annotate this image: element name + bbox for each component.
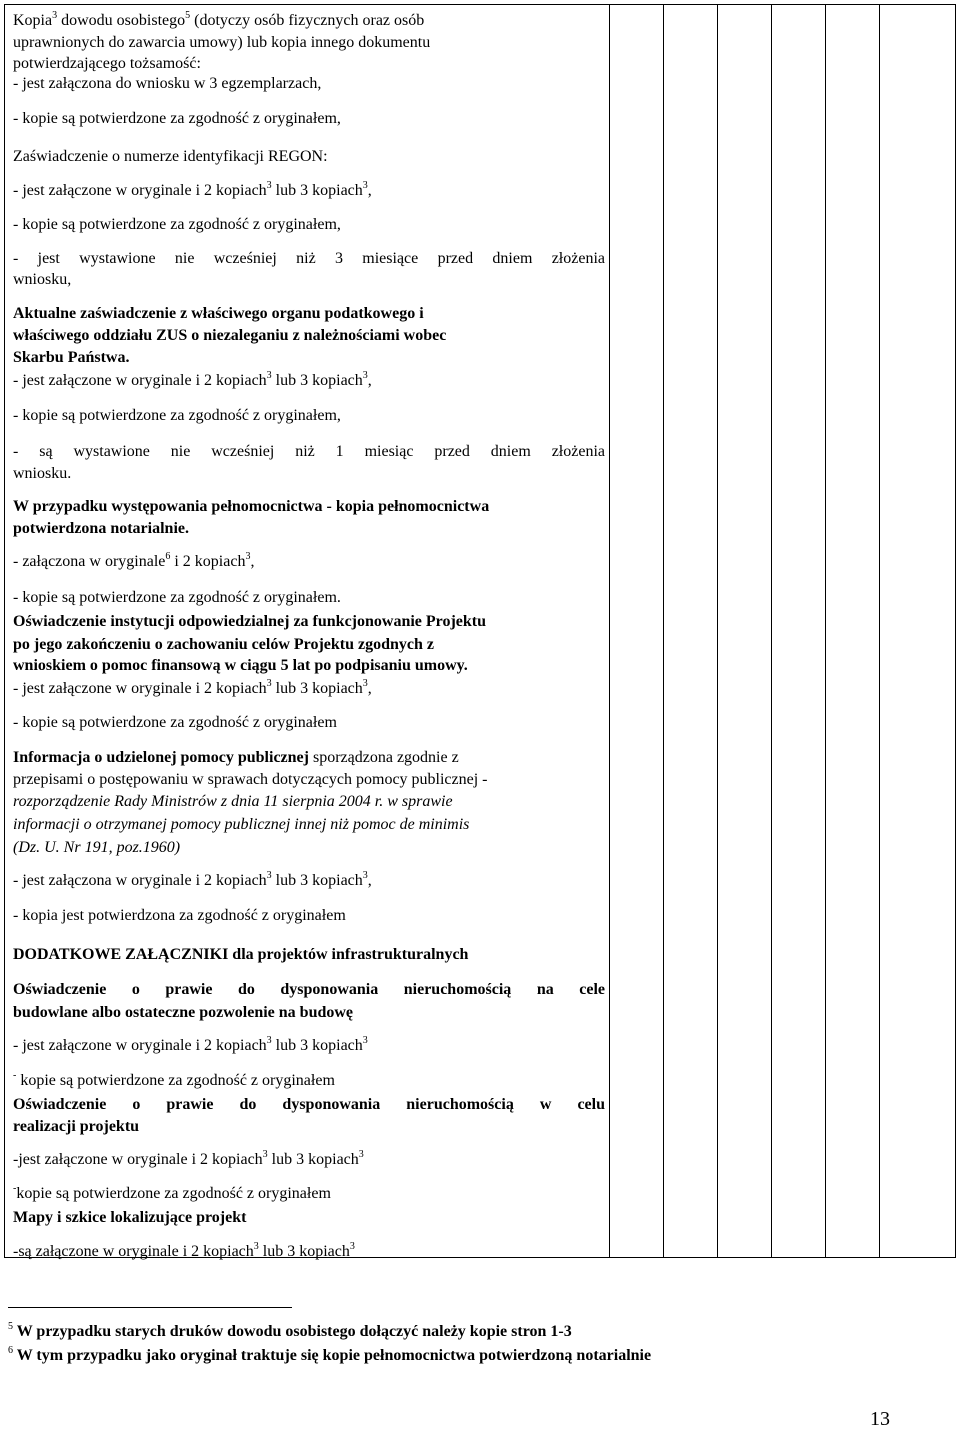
item-heading: Aktualne zaświadczenie z właściwego organu podatkowego i — [13, 305, 424, 322]
checkbox-column-3[interactable] — [717, 5, 772, 1257]
item-line: - załączona w oryginale$^6$ i 2 kopiach$^3$, — [13, 551, 255, 570]
item-heading: Oświadczenie o prawie do dysponowania nieruchomością w celu — [13, 1096, 605, 1113]
checkbox-column-1[interactable] — [609, 5, 664, 1257]
item-line: informacji o otrzymanej pomocy publicznej innej niż pomoc de minimis — [13, 816, 470, 833]
item-line: - jest załączona w oryginale i 2 kopiach$^3$ lub 3 kopiach$^3$, — [13, 870, 372, 889]
checkbox-column-4[interactable] — [771, 5, 826, 1257]
item-line: Kopia$^3$ dowodu osobistego$^5$ (dotyczy osób fizycznych oraz osób — [13, 10, 425, 29]
item-heading: potwierdzona notarialnie. — [13, 520, 189, 537]
item-line: - jest załączone w oryginale i 2 kopiach$^3$ lub 3 kopiach$^3$, — [13, 678, 372, 697]
item-line: - kopia jest potwierdzona za zgodność z oryginałem — [13, 907, 346, 924]
item-line: - kopie są potwierdzone za zgodność z oryginałem, — [13, 216, 341, 233]
item-line: wniosku. — [13, 465, 72, 482]
section-heading: DODATKOWE ZAŁĄCZNIKI dla projektów infrastrukturalnych — [13, 946, 469, 963]
item-heading: budowlane albo ostateczne pozwolenie na budowę — [13, 1004, 354, 1021]
checklist-table — [4, 4, 956, 1258]
item-line: - kopie są potwierdzone za zgodność z oryginałem, — [13, 110, 341, 127]
footnote-separator — [8, 1307, 292, 1308]
item-heading: Oświadczenie instytucji odpowiedzialnej za funkcjonowanie Projektu — [13, 613, 487, 630]
page-number: 13 — [870, 1408, 890, 1430]
item-line: Informacja o udzielonej pomocy publicznej sporządzona zgodnie z — [13, 749, 459, 766]
item-line: -jest załączone w oryginale i 2 kopiach$^3$ lub 3 kopiach$^3$ — [13, 1149, 364, 1168]
footnote-6: $^6$ W tym przypadku jako oryginał traktuje się kopie pełnomocnictwa potwierdzoną notarialnie — [8, 1345, 652, 1364]
item-heading: wnioskiem o pomoc finansową w ciągu 5 lat po podpisaniu umowy. — [13, 657, 468, 674]
item-line: - jest wystawione nie wcześniej niż 3 miesiące przed dniem złożenia — [13, 250, 605, 267]
item-line: - kopie są potwierdzone za zgodność z oryginałem — [13, 1070, 335, 1089]
item-line: - są wystawione nie wcześniej niż 1 miesiąc przed dniem złożenia — [13, 443, 605, 460]
item-line: Zaświadczenie o numerze identyfikacji REGON: — [13, 148, 328, 165]
item-heading: Mapy i szkice lokalizujące projekt — [13, 1209, 247, 1226]
item-line: - kopie są potwierdzone za zgodność z oryginałem — [13, 714, 337, 731]
item-line: - kopie są potwierdzone za zgodność z oryginałem, — [13, 407, 341, 424]
item-line: - jest załączone w oryginale i 2 kopiach$^3$ lub 3 kopiach$^3$, — [13, 370, 372, 389]
item-line: - jest załączone w oryginale i 2 kopiach$^3$ lub 3 kopiach$^3$ — [13, 1035, 368, 1054]
item-line: uprawnionych do zawarcia umowy) lub kopia innego dokumentu — [13, 34, 431, 51]
checkbox-column-5[interactable] — [825, 5, 880, 1257]
item-line: wniosku, — [13, 271, 72, 288]
item-line: rozporządzenie Rady Ministrów z dnia 11 sierpnia 2004 r. w sprawie — [13, 793, 453, 810]
item-line: przepisami o postępowaniu w sprawach dotyczących pomocy publicznej - — [13, 771, 488, 788]
item-line: - jest załączone w oryginale i 2 kopiach$^3$ lub 3 kopiach$^3$, — [13, 180, 372, 199]
checkbox-column-6[interactable] — [879, 5, 956, 1257]
item-line: -są załączone w oryginale i 2 kopiach$^3$ lub 3 kopiach$^3$ — [13, 1241, 355, 1260]
item-line: -kopie są potwierdzone za zgodność z oryginałem — [13, 1183, 331, 1202]
item-line: (Dz. U. Nr 191, poz.1960) — [13, 839, 181, 856]
item-heading: Oświadczenie o prawie do dysponowania nieruchomością na cele — [13, 981, 605, 998]
item-heading: Skarbu Państwa. — [13, 349, 130, 366]
item-heading: po jego zakończeniu o zachowaniu celów Projektu zgodnych z — [13, 636, 435, 653]
description-column — [5, 5, 610, 1260]
item-line: - kopie są potwierdzone za zgodność z oryginałem. — [13, 589, 341, 606]
checkbox-column-2[interactable] — [663, 5, 718, 1257]
item-heading: realizacji projektu — [13, 1118, 140, 1135]
item-line: potwierdzającego tożsamość: — [13, 55, 201, 72]
item-heading: W przypadku występowania pełnomocnictwa - kopia pełnomocnictwa — [13, 498, 490, 515]
item-line: - jest załączona do wniosku w 3 egzemplarzach, — [13, 75, 322, 92]
item-heading: właściwego oddziału ZUS o niezaleganiu z należnościami wobec — [13, 327, 447, 344]
footnote-5: $^5$ W przypadku starych druków dowodu osobistego dołączyć należy kopie stron 1-3 — [8, 1321, 572, 1340]
